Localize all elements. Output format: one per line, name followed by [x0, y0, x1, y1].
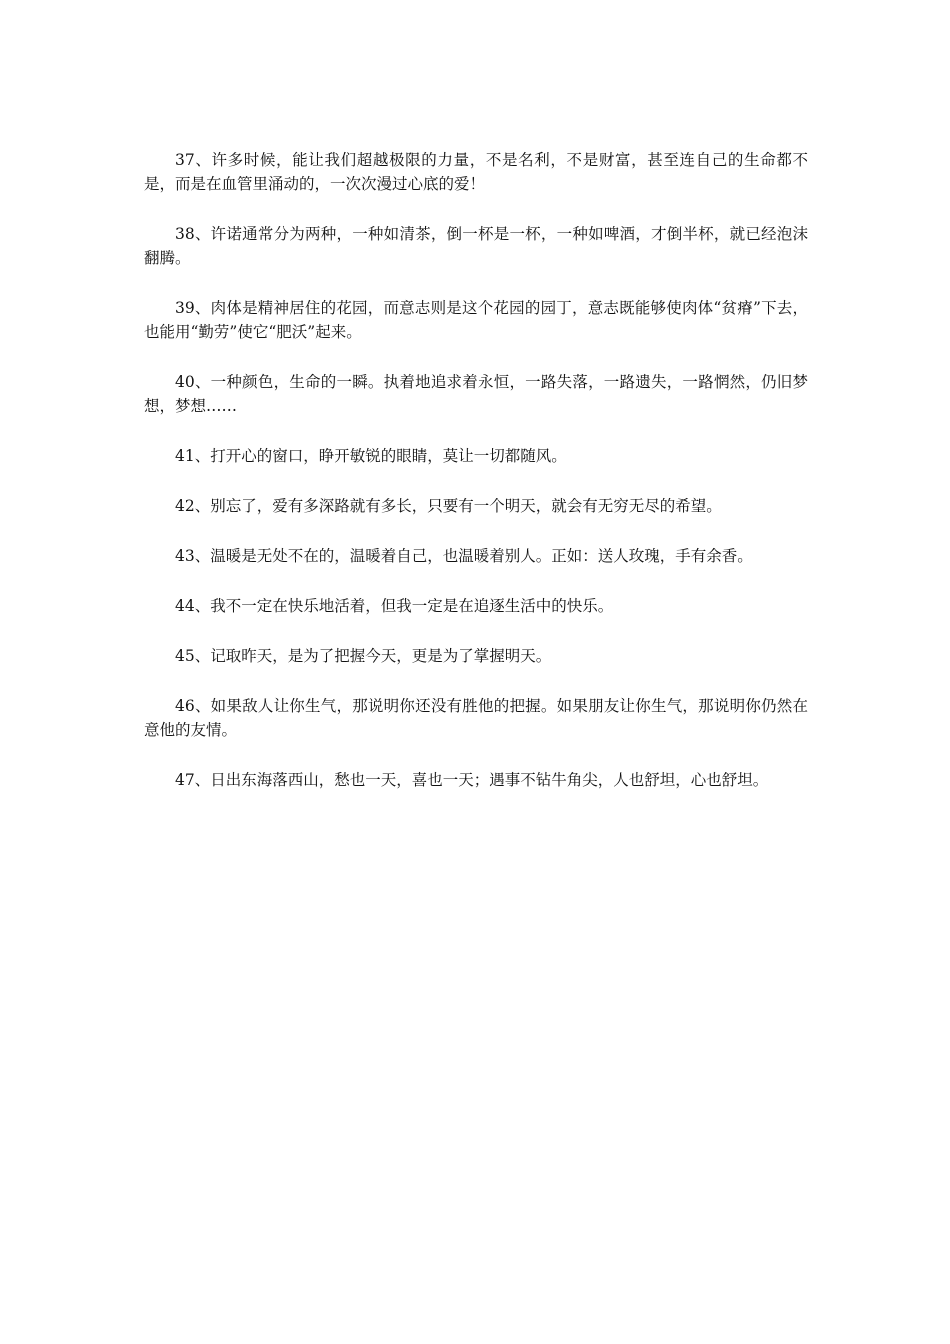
paragraph-41: 41、打开心的窗口，睁开敏锐的眼睛，莫让一切都随风。	[175, 447, 567, 465]
paragraph-45: 45、记取昨天，是为了把握今天，更是为了掌握明天。	[175, 647, 552, 665]
paragraph-37: 37、许多时候，能让我们超越极限的力量，不是名利，不是财富，甚至连自己的生命都不是，而是在血管里涌动的，一次次漫过心底的爱！	[144, 151, 808, 193]
paragraph-40: 40、一种颜色，生命的一瞬。执着地追求着永恒，一路失落，一路遗失，一路惘然，仍旧梦想，梦想……	[144, 373, 808, 415]
paragraph-47: 47、日出东海落西山，愁也一天，喜也一天；遇事不钻牛角尖，人也舒坦，心也舒坦。	[175, 771, 769, 789]
paragraph-46: 46、如果敌人让你生气，那说明你还没有胜他的把握。如果朋友让你生气，那说明你仍然在意他的友情。	[144, 697, 808, 739]
paragraph-43: 43、温暖是无处不在的，温暖着自己，也温暖着别人。正如：送人玫瑰，手有余香。	[175, 547, 753, 565]
paragraph-44: 44、我不一定在快乐地活着，但我一定是在追逐生活中的快乐。	[175, 597, 614, 615]
paragraph-38: 38、许诺通常分为两种，一种如清茶，倒一杯是一杯，一种如啤酒，才倒半杯，就已经泡沫翻腾。	[144, 225, 808, 267]
paragraph-39: 39、肉体是精神居住的花园，而意志则是这个花园的园丁，意志既能够使肉体“贫瘠”下去，也能用“勤劳”使它“肥沃”起来。	[144, 299, 808, 341]
paragraph-42: 42、别忘了，爱有多深路就有多长，只要有一个明天，就会有无穷无尽的希望。	[175, 497, 722, 515]
document-body	[144, 148, 808, 818]
